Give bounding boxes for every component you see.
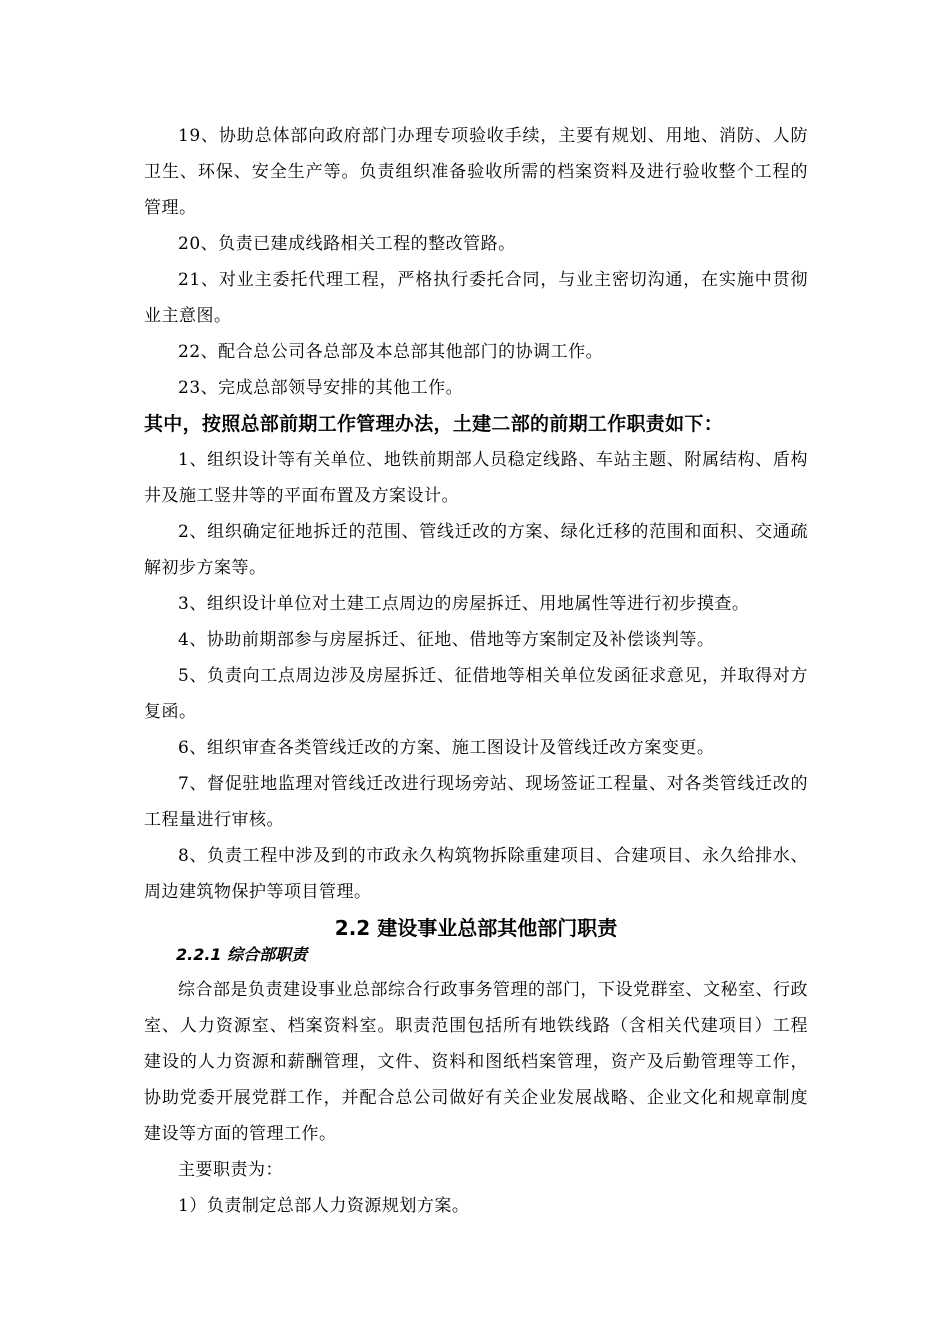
page-content: [144, 118, 808, 1224]
list-item-20: 20、负责已建成线路相关工程的整改管路。: [178, 234, 516, 254]
main-duties-label: 主要职责为：: [178, 1160, 283, 1180]
subsection-heading: 2.2.1 综合部职责: [176, 945, 308, 964]
list-item-23: 23、完成总部领导安排的其他工作。: [178, 378, 464, 398]
preliminary-item-5: 5、负责向工点周边涉及房屋拆迁、征借地等相关单位发函征求意见，并取得对方复函。: [144, 666, 808, 722]
list-item-22: 22、配合总公司各总部及本总部其他部门的协调工作。: [178, 342, 604, 362]
section-heading: 2.2 建设事业总部其他部门职责: [334, 916, 618, 940]
preliminary-item-2: 2、组织确定征地拆迁的范围、管线迁改的方案、绿化迁移的范围和面积、交通疏解初步方案等。: [144, 522, 808, 578]
preliminary-item-6: 6、组织审查各类管线迁改的方案、施工图设计及管线迁改方案变更。: [178, 738, 715, 758]
list-item-21: 21、对业主委托代理工程，严格执行委托合同，与业主密切沟通，在实施中贯彻业主意图。: [144, 270, 808, 326]
list-item-19: 19、协助总体部向政府部门办理专项验收手续，主要有规划、用地、消防、人防卫生、环保、安全生产等。负责组织准备验收所需的档案资料及进行验收整个工程的管理。: [144, 126, 808, 218]
department-description: 综合部是负责建设事业总部综合行政事务管理的部门，下设党群室、文秘室、行政室、人力资源室、档案资料室。职责范围包括所有地铁线路（含相关代建项目）工程建设的人力资源和薪酬管理，文件、资料和图纸档案管理，资产及后勤管理等工作，协助党委开展党群工作，并配合总公司做好有关企业发展战略、企业文化和规章制度建设等方面的管理工作。: [144, 980, 808, 1144]
duty-item-1: 1）负责制定总部人力资源规划方案。: [178, 1196, 470, 1216]
preliminary-item-4: 4、协助前期部参与房屋拆迁、征地、借地等方案制定及补偿谈判等。: [178, 630, 715, 650]
preliminary-item-3: 3、组织设计单位对土建工点周边的房屋拆迁、用地属性等进行初步摸查。: [178, 594, 750, 614]
preliminary-item-1: 1、组织设计等有关单位、地铁前期部人员稳定线路、车站主题、附属结构、盾构井及施工竖井等的平面布置及方案设计。: [144, 450, 808, 506]
preliminary-item-8: 8、负责工程中涉及到的市政永久构筑物拆除重建项目、合建项目、永久给排水、周边建筑物保护等项目管理。: [144, 846, 808, 902]
preliminary-duties-intro: 其中，按照总部前期工作管理办法，土建二部的前期工作职责如下：: [144, 413, 724, 435]
preliminary-item-7: 7、督促驻地监理对管线迁改进行现场旁站、现场签证工程量、对各类管线迁改的工程量进行审核。: [144, 774, 808, 830]
